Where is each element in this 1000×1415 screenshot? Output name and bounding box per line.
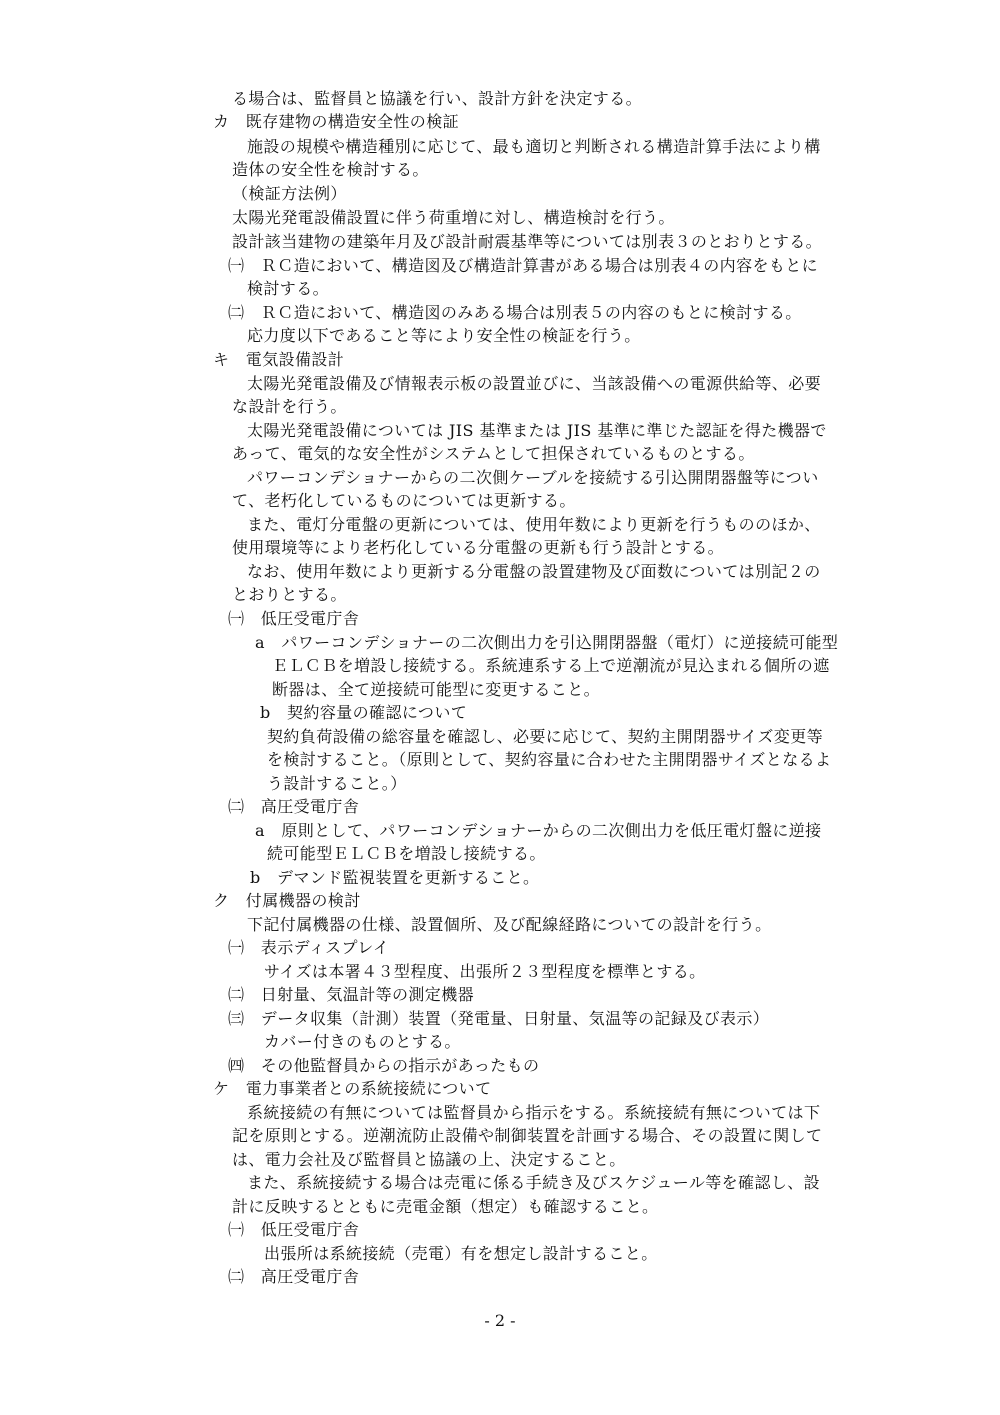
text-line: 計に反映するとともに売電金額（想定）も確認すること。	[232, 1197, 659, 1216]
text-line: る場合は、監督員と協議を行い、設計方針を決定する。	[232, 89, 643, 108]
text-line: う設計すること。）	[267, 774, 407, 793]
section-heading-ke: ケ 電力事業者との系統接続について	[213, 1079, 492, 1098]
text-line: 太陽光発電設備については JIS 基準または JIS 基準に準じた認証を得た機器で	[247, 421, 827, 440]
list-item-a: ㈠ 低圧受電庁舎	[228, 609, 360, 628]
text-line: 下記付属機器の仕様、設置個所、及び配線経路についての設計を行う。	[247, 915, 772, 934]
sub-item-a: a 原則として、パワーコンデショナーからの二次側出力を低圧電灯盤に逆接	[255, 821, 822, 840]
section-heading-ka: カ 既存建物の構造安全性の検証	[213, 112, 460, 131]
text-line: また、系統接続する場合は売電に係る手続き及びスケジュール等を確認し、設	[247, 1173, 821, 1192]
text-line: （検証方法例）	[232, 184, 347, 203]
list-item-i: ㈡ 高圧受電庁舎	[228, 1267, 360, 1286]
text-line: 応力度以下であること等により安全性の検証を行う。	[247, 326, 641, 345]
text-line: とおりとする。	[232, 585, 347, 604]
sub-item-a: a パワーコンデショナーの二次側出力を引込開閉器盤（電灯）に逆接続可能型	[255, 633, 839, 652]
text-line: 出張所は系統接続（売電）有を想定し設計すること。	[264, 1244, 658, 1263]
text-line: 造体の安全性を検討する。	[232, 160, 429, 179]
text-line: ＥＬＣＢを増設し接続する。系統連系する上で逆潮流が見込まれる個所の遮	[272, 656, 830, 675]
text-line: を検討すること。（原則として、契約容量に合わせた主開閉器サイズとなるよ	[267, 750, 832, 769]
text-line: 続可能型ＥＬＣＢを増設し接続する。	[267, 844, 546, 863]
list-item-u: ㈢ データ収集（計測）装置（発電量、日射量、気温等の記録及び表示）	[228, 1009, 770, 1028]
list-item-a: ㈠ 表示ディスプレイ	[228, 938, 390, 957]
list-item-a: ㈠ 低圧受電庁舎	[228, 1220, 360, 1239]
page-number: - 2 -	[484, 1311, 516, 1330]
text-line: 契約負荷設備の総容量を確認し、必要に応じて、契約主開閉器サイズ変更等	[267, 727, 824, 746]
text-line: サイズは本署４３型程度、出張所２３型程度を標準とする。	[264, 962, 706, 981]
text-line: 使用環境等により老朽化している分電盤の更新も行う設計とする。	[232, 538, 725, 557]
text-line: 断器は、全て逆接続可能型に変更すること。	[272, 680, 601, 699]
text-line: な設計を行う。	[232, 397, 347, 416]
text-line: 太陽光発電設備及び情報表示板の設置並びに、当該設備への電源供給等、必要	[247, 374, 822, 393]
list-item-a: ㈠ ＲＣ造において、構造図及び構造計算書がある場合は別表４の内容をもとに	[228, 256, 819, 275]
text-line: なお、使用年数により更新する分電盤の設置建物及び面数については別記２の	[247, 562, 821, 581]
sub-item-b: b 契約容量の確認について	[260, 703, 468, 722]
list-item-i: ㈡ ＲＣ造において、構造図のみある場合は別表５の内容のもとに検討する。	[228, 303, 802, 322]
text-line: 設計該当建物の建築年月及び設計耐震基準等については別表３のとおりとする。	[232, 232, 823, 251]
list-item-i: ㈡ 高圧受電庁舎	[228, 797, 360, 816]
text-line: 系統接続の有無については監督員から指示をする。系統接続有無については下	[247, 1103, 821, 1122]
text-line: 検討する。	[247, 279, 330, 298]
section-heading-ku: ク 付属機器の検討	[213, 891, 361, 910]
list-item-i: ㈡ 日射量、気温計等の測定機器	[228, 985, 475, 1004]
text-line: パワーコンデショナーからの二次側ケーブルを接続する引込開閉器盤等につい	[247, 468, 819, 487]
text-line: 施設の規模や構造種別に応じて、最も適切と判断される構造計算手法により構	[247, 137, 821, 156]
text-line: また、電灯分電盤の更新については、使用年数により更新を行うもののほか、	[247, 515, 821, 534]
text-line: カバー付きのものとする。	[264, 1032, 461, 1051]
text-line: は、電力会社及び監督員と協議の上、決定すること。	[232, 1150, 626, 1169]
section-heading-ki: キ 電気設備設計	[213, 350, 345, 369]
text-line: 記を原則とする。逆潮流防止設備や制御装置を計画する場合、その設置に関して	[232, 1126, 823, 1145]
text-line: あって、電気的な安全性がシステムとして担保されているものとする。	[232, 444, 755, 463]
list-item-e: ㈣ その他監督員からの指示があったもの	[228, 1056, 540, 1075]
text-line: 太陽光発電設備設置に伴う荷重増に対し、構造検討を行う。	[232, 208, 675, 227]
text-line: て、老朽化しているものについては更新する。	[232, 491, 576, 510]
sub-item-b: b デマンド監視装置を更新すること。	[250, 868, 540, 887]
